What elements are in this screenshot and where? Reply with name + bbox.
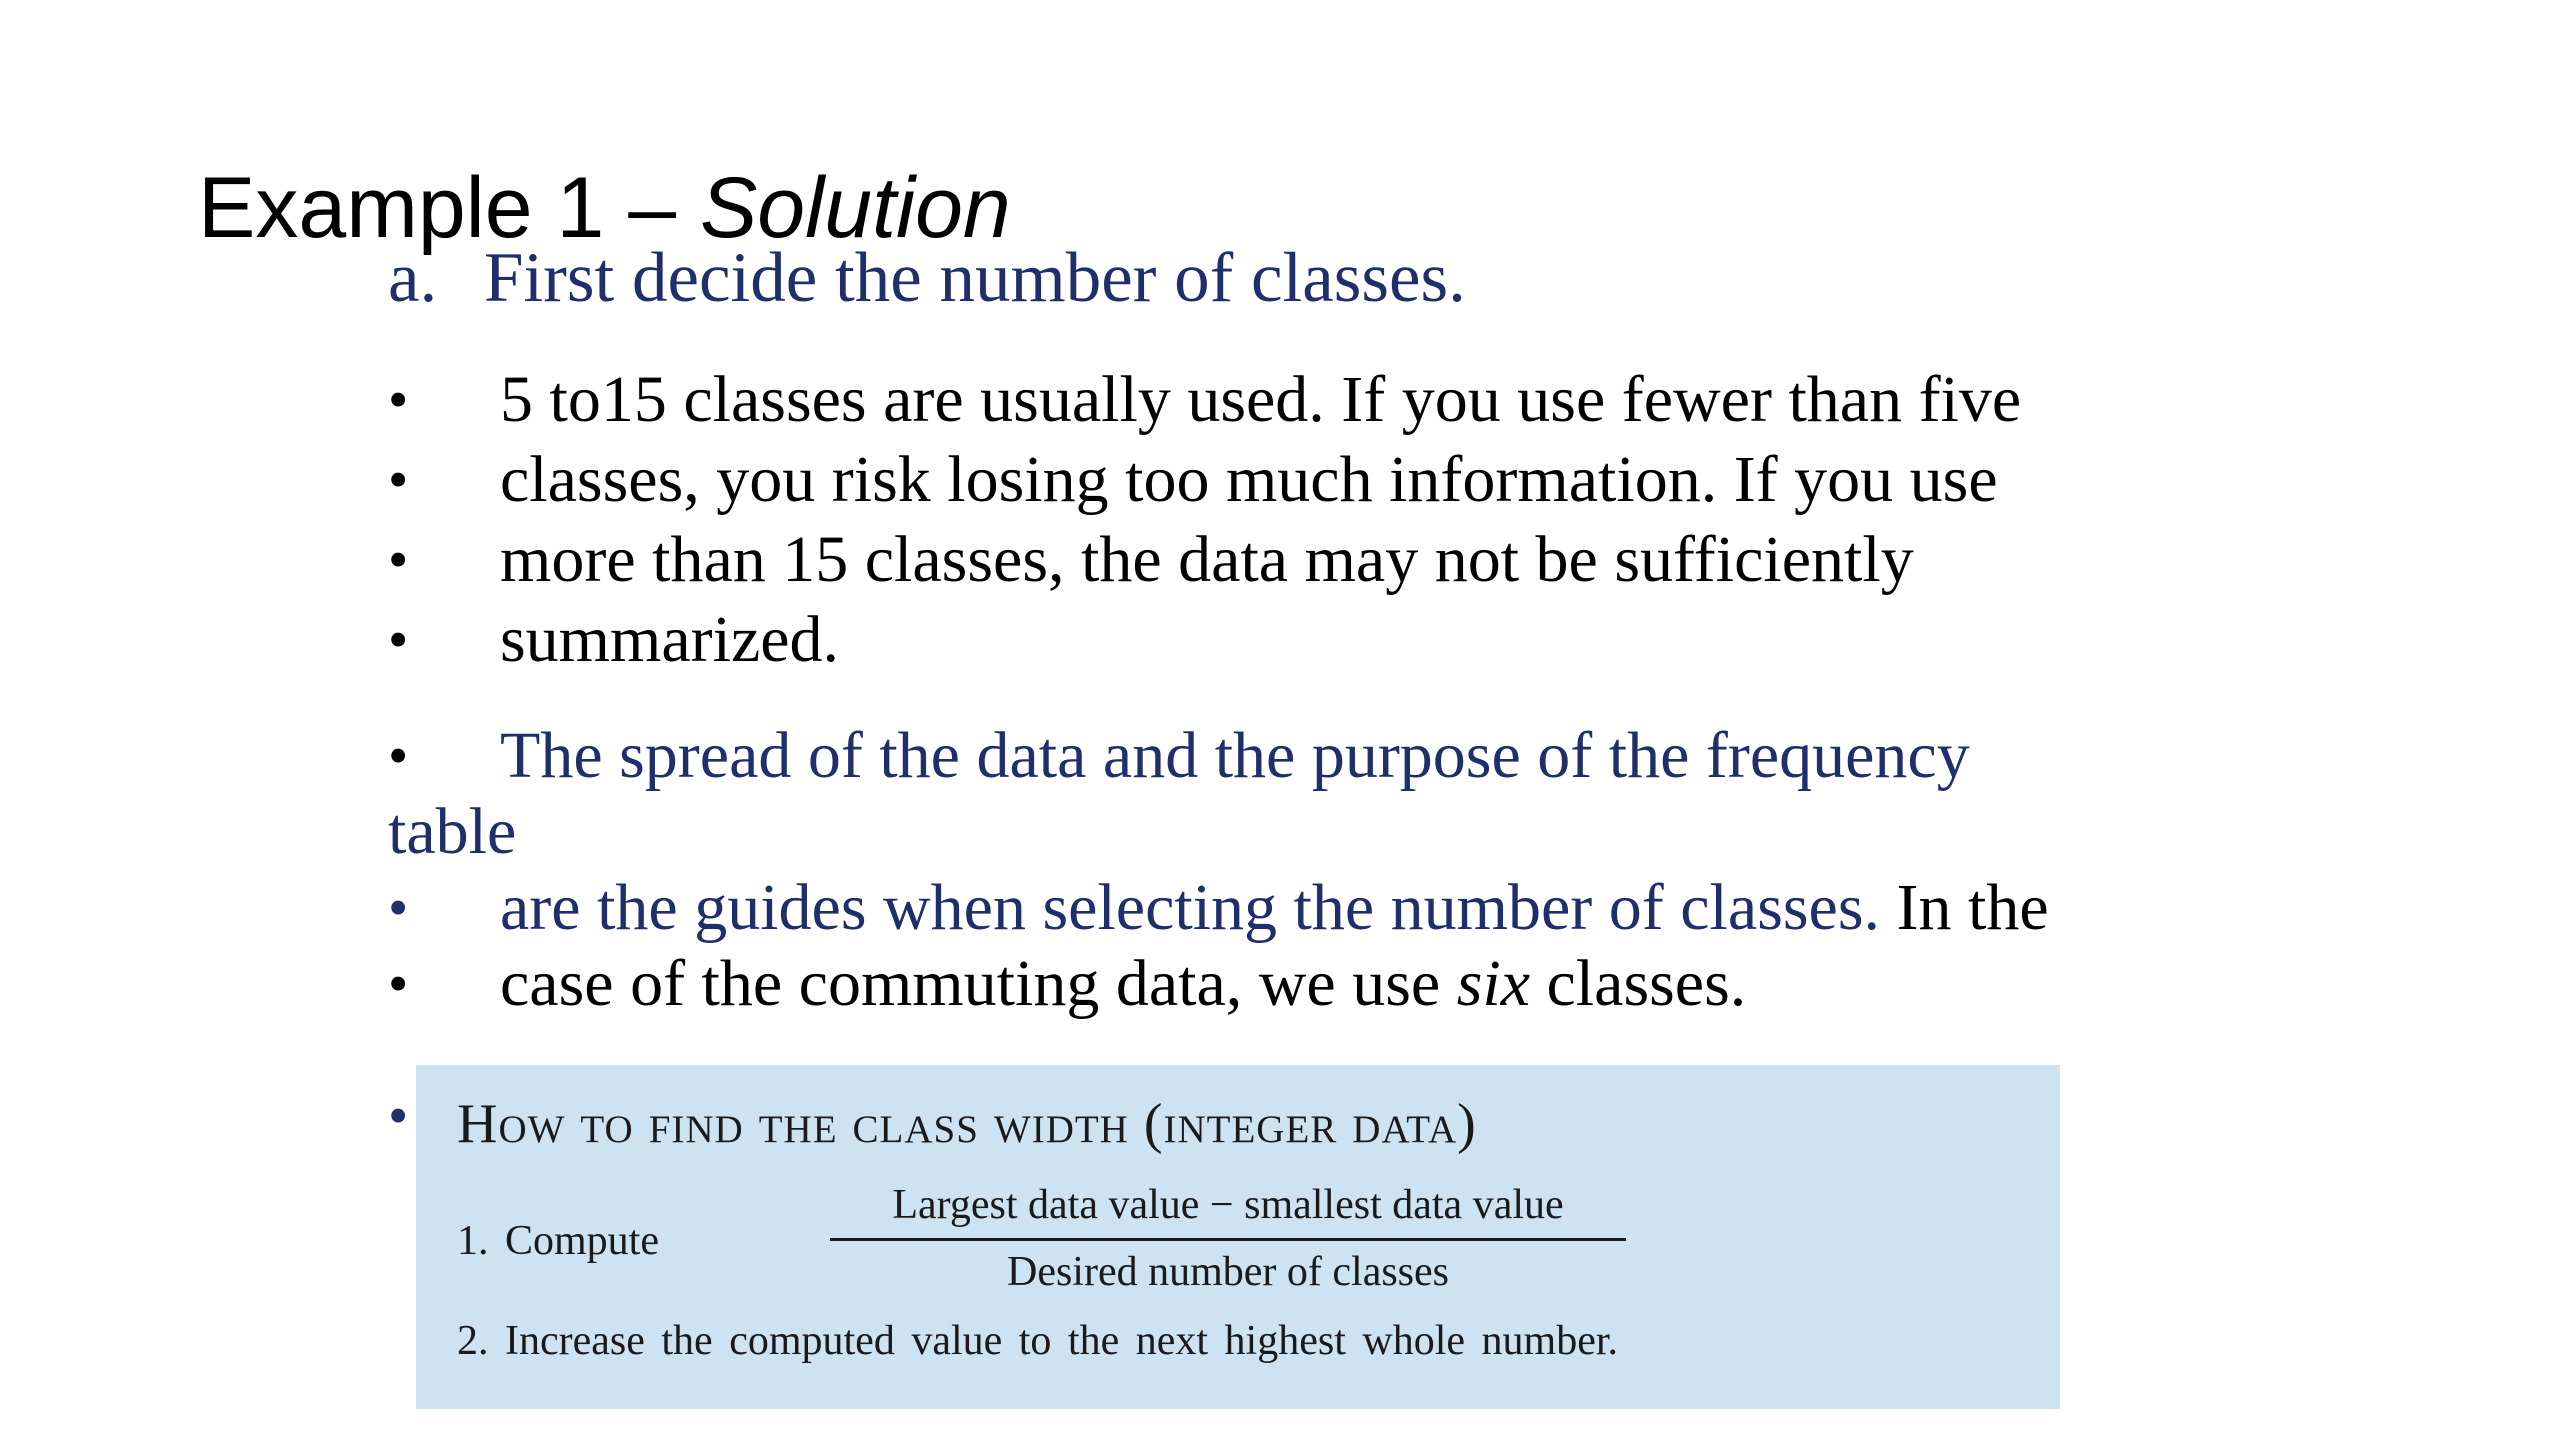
fraction-numerator: Largest data value − smallest data value — [830, 1178, 1626, 1241]
bullet: • — [388, 723, 409, 788]
step-2-text: 2. Increase the computed value to the next highest whole number. — [457, 1318, 1619, 1364]
bullet: • — [388, 527, 409, 592]
bullet: • — [388, 447, 409, 512]
bullet: • — [388, 607, 409, 672]
paragraph2-text-3-before: case of the commuting data, we use — [500, 947, 1457, 1020]
box-bullet: • — [388, 1083, 409, 1148]
paragraph2-text-3-after: classes. — [1530, 947, 1747, 1020]
paragraph1-text-4: summarized. — [500, 603, 840, 676]
fraction-denominator: Desired number of classes — [1006, 1249, 1450, 1295]
bullet: • — [388, 367, 409, 432]
paragraph1-text-1: 5 to15 classes are usually used. If you use fewer than five — [500, 363, 2022, 436]
step-a-text: First decide the number of classes. — [484, 239, 1466, 317]
class-width-fraction — [830, 1178, 1626, 1299]
slide-title-main: Example 1 – — [198, 160, 700, 256]
paragraph2-wrap: table — [388, 795, 517, 868]
step-1-label: 1. Compute — [457, 1218, 659, 1264]
paragraph2-text-3 — [500, 946, 1746, 1022]
step-a-marker: a. — [388, 239, 438, 317]
box-title: How to find the class width (integer data) — [457, 1093, 1477, 1155]
paragraph2-text-3-italic: six — [1456, 947, 1531, 1020]
step-a-heading — [388, 238, 1466, 318]
paragraph2-text-1: The spread of the data and the purpose of the frequency — [500, 719, 1970, 792]
slide-title-italic: Solution — [699, 160, 1011, 256]
bullet: • — [388, 875, 409, 940]
paragraph1-text-3: more than 15 classes, the data may not be sufficiently — [500, 523, 1914, 596]
paragraph2-text-2 — [500, 870, 2049, 946]
paragraph2-text-2-black: In the — [1880, 871, 2049, 944]
bullet: • — [388, 951, 409, 1016]
paragraph1-text-2: classes, you risk losing too much information. If you use — [500, 443, 1998, 516]
paragraph2-text-2-navy: are the guides when selecting the number of classes. — [500, 871, 1881, 944]
